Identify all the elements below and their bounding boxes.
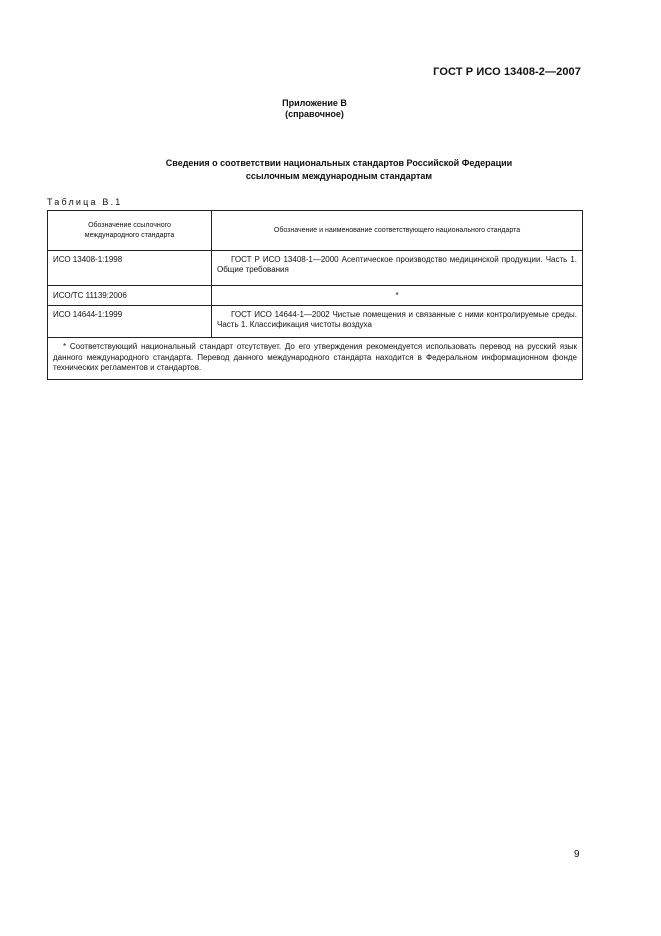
table-footnote — [48, 338, 583, 380]
international-standard-code: ИСО/ТС 11139:2006 — [48, 286, 212, 306]
document-code-header: ГОСТ Р ИСО 13408-2—2007 — [433, 66, 581, 78]
national-standard-title: ГОСТ ИСО 14644-1—2002 Чистые помещения и связанные с ними контролируемые среды. Часть 1. Классификация чистоты воздуха — [212, 306, 583, 338]
section-title-line-2: ссылочным международным стандартам — [245, 171, 433, 181]
section-title — [47, 157, 631, 183]
header-international-standard — [48, 211, 212, 251]
header-col1-line-2: международного стандарта — [84, 231, 175, 239]
header-col1-line-1: Обозначение ссылочного — [88, 222, 171, 229]
international-standard-code: ИСО 14644-1:1999 — [48, 306, 212, 338]
table-row — [48, 306, 583, 338]
national-standard-title: ГОСТ Р ИСО 13408-1—2000 Асептическое производство медицинской продукции. Часть 1. Общие требования — [212, 251, 583, 286]
header-national-standard: Обозначение и наименование соответствующего национального стандарта — [212, 211, 583, 251]
table-label: Таблица В.1 — [47, 197, 123, 207]
section-title-line-1: Сведения о соответствии национальных стандартов Российской Федерации — [165, 158, 513, 168]
page-number: 9 — [574, 849, 580, 860]
appendix-subtitle: (справочное) — [285, 109, 344, 119]
standards-table — [47, 210, 583, 380]
appendix-heading — [0, 98, 629, 120]
table-header-row — [48, 211, 583, 251]
national-standard-title: * — [212, 286, 583, 306]
appendix-title: Приложение В — [282, 98, 347, 108]
international-standard-code: ИСО 13408-1:1998 — [48, 251, 212, 286]
table-footnote-text: * Соответствующий национальный стандарт отсутствует. До его утверждения рекомендуется использовать перевод на русский язык данного международного стандарта. Перевод данного международного стандарта находится в Федеральном информационном фонде технических регламентов и стандартов. — [53, 342, 577, 372]
table-row — [48, 251, 583, 286]
table-footnote-row — [48, 338, 583, 380]
standards-table-wrapper — [47, 210, 583, 380]
table-row — [48, 286, 583, 306]
